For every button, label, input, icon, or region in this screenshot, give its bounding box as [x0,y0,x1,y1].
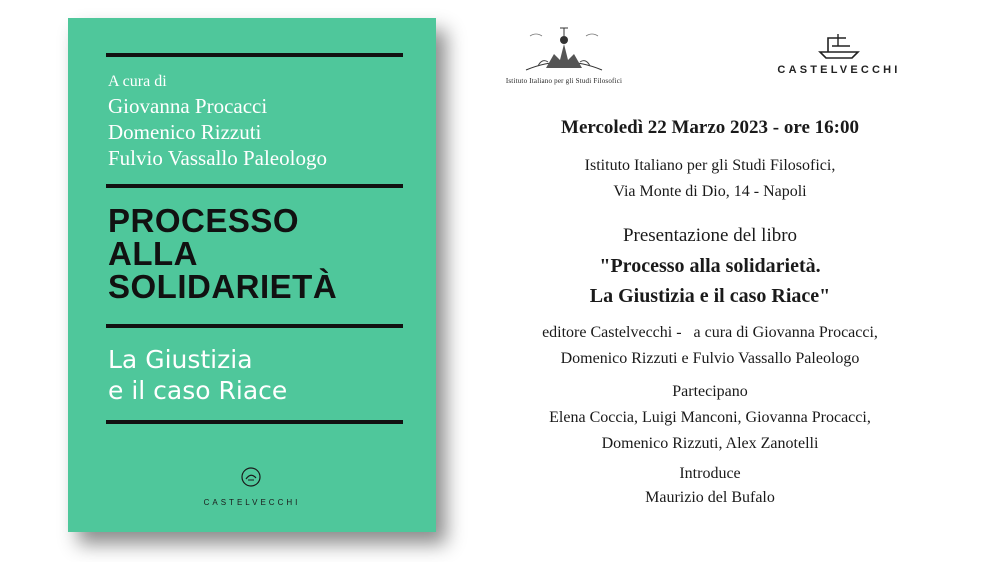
cover-editors-label: A cura di [108,73,167,90]
cover-editor-3: Fulvio Vassallo Paleologo [108,146,327,170]
cover-rule-top [106,53,403,57]
cover-subtitle-line-2: e il caso Riace [108,376,288,405]
presentation-label: Presentazione del libro [622,225,798,246]
cover-rule-bottom [106,420,403,424]
venue-line-1: Istituto Italiano per gli Studi Filosofici, [584,157,836,174]
cover-rule-2 [106,184,403,188]
introducer-label: Introduce [679,465,741,482]
credits-line-1: editore Castelvecchi - a cura di Giovanna Procacci, [542,324,878,341]
credits-line-2: Domenico Rizzuti e Fulvio Vassallo Paleologo [560,350,860,367]
castelvecchi-wordmark: CASTELVECCHI [777,64,901,76]
book-title-line-1: "Processo alla solidarietà. [599,255,821,277]
participants-line-2: Domenico Rizzuti, Alex Zanotelli [601,435,819,452]
cover-editor-2: Domenico Rizzuti [108,120,262,144]
introducer-name: Maurizio del Bufalo [645,489,775,506]
book-title-line-2: La Giustizia e il caso Riace" [589,285,831,307]
participants-line-1: Elena Coccia, Luigi Manconi, Giovanna Procacci, [549,409,871,426]
participants-list [470,405,950,457]
participants-label: Partecipano [672,383,748,400]
event-credits [470,320,950,372]
castelvecchi-logo [732,30,946,80]
cover-subtitle [108,344,428,406]
event-book-title [470,251,950,311]
cover-title-line-3: SOLIDARIETÀ [108,268,338,305]
cover-editor-1: Giovanna Procacci [108,94,268,118]
cover-subtitle-line-1: La Giustizia [108,345,253,374]
cover-title [108,204,428,303]
book-cover [68,18,436,532]
institute-logo [478,24,650,90]
cover-rule-3 [106,324,403,328]
venue-line-2: Via Monte di Dio, 14 - Napoli [613,183,807,200]
institute-emblem-icon [516,24,612,76]
cover-title-line-1: PROCESSO [108,202,300,239]
event-venue [470,153,950,205]
event-date-time: Mercoledì 22 Marzo 2023 - ore 16:00 [561,117,859,138]
castelvecchi-ship-icon [816,30,862,60]
castelvecchi-emblem-icon [240,466,262,488]
cover-publisher: CASTELVECCHI [203,498,301,507]
institute-logo-caption: Istituto Italiano per gli Studi Filosofici [505,77,623,85]
cover-editors [108,71,428,171]
cover-title-line-2: ALLA [108,235,198,272]
